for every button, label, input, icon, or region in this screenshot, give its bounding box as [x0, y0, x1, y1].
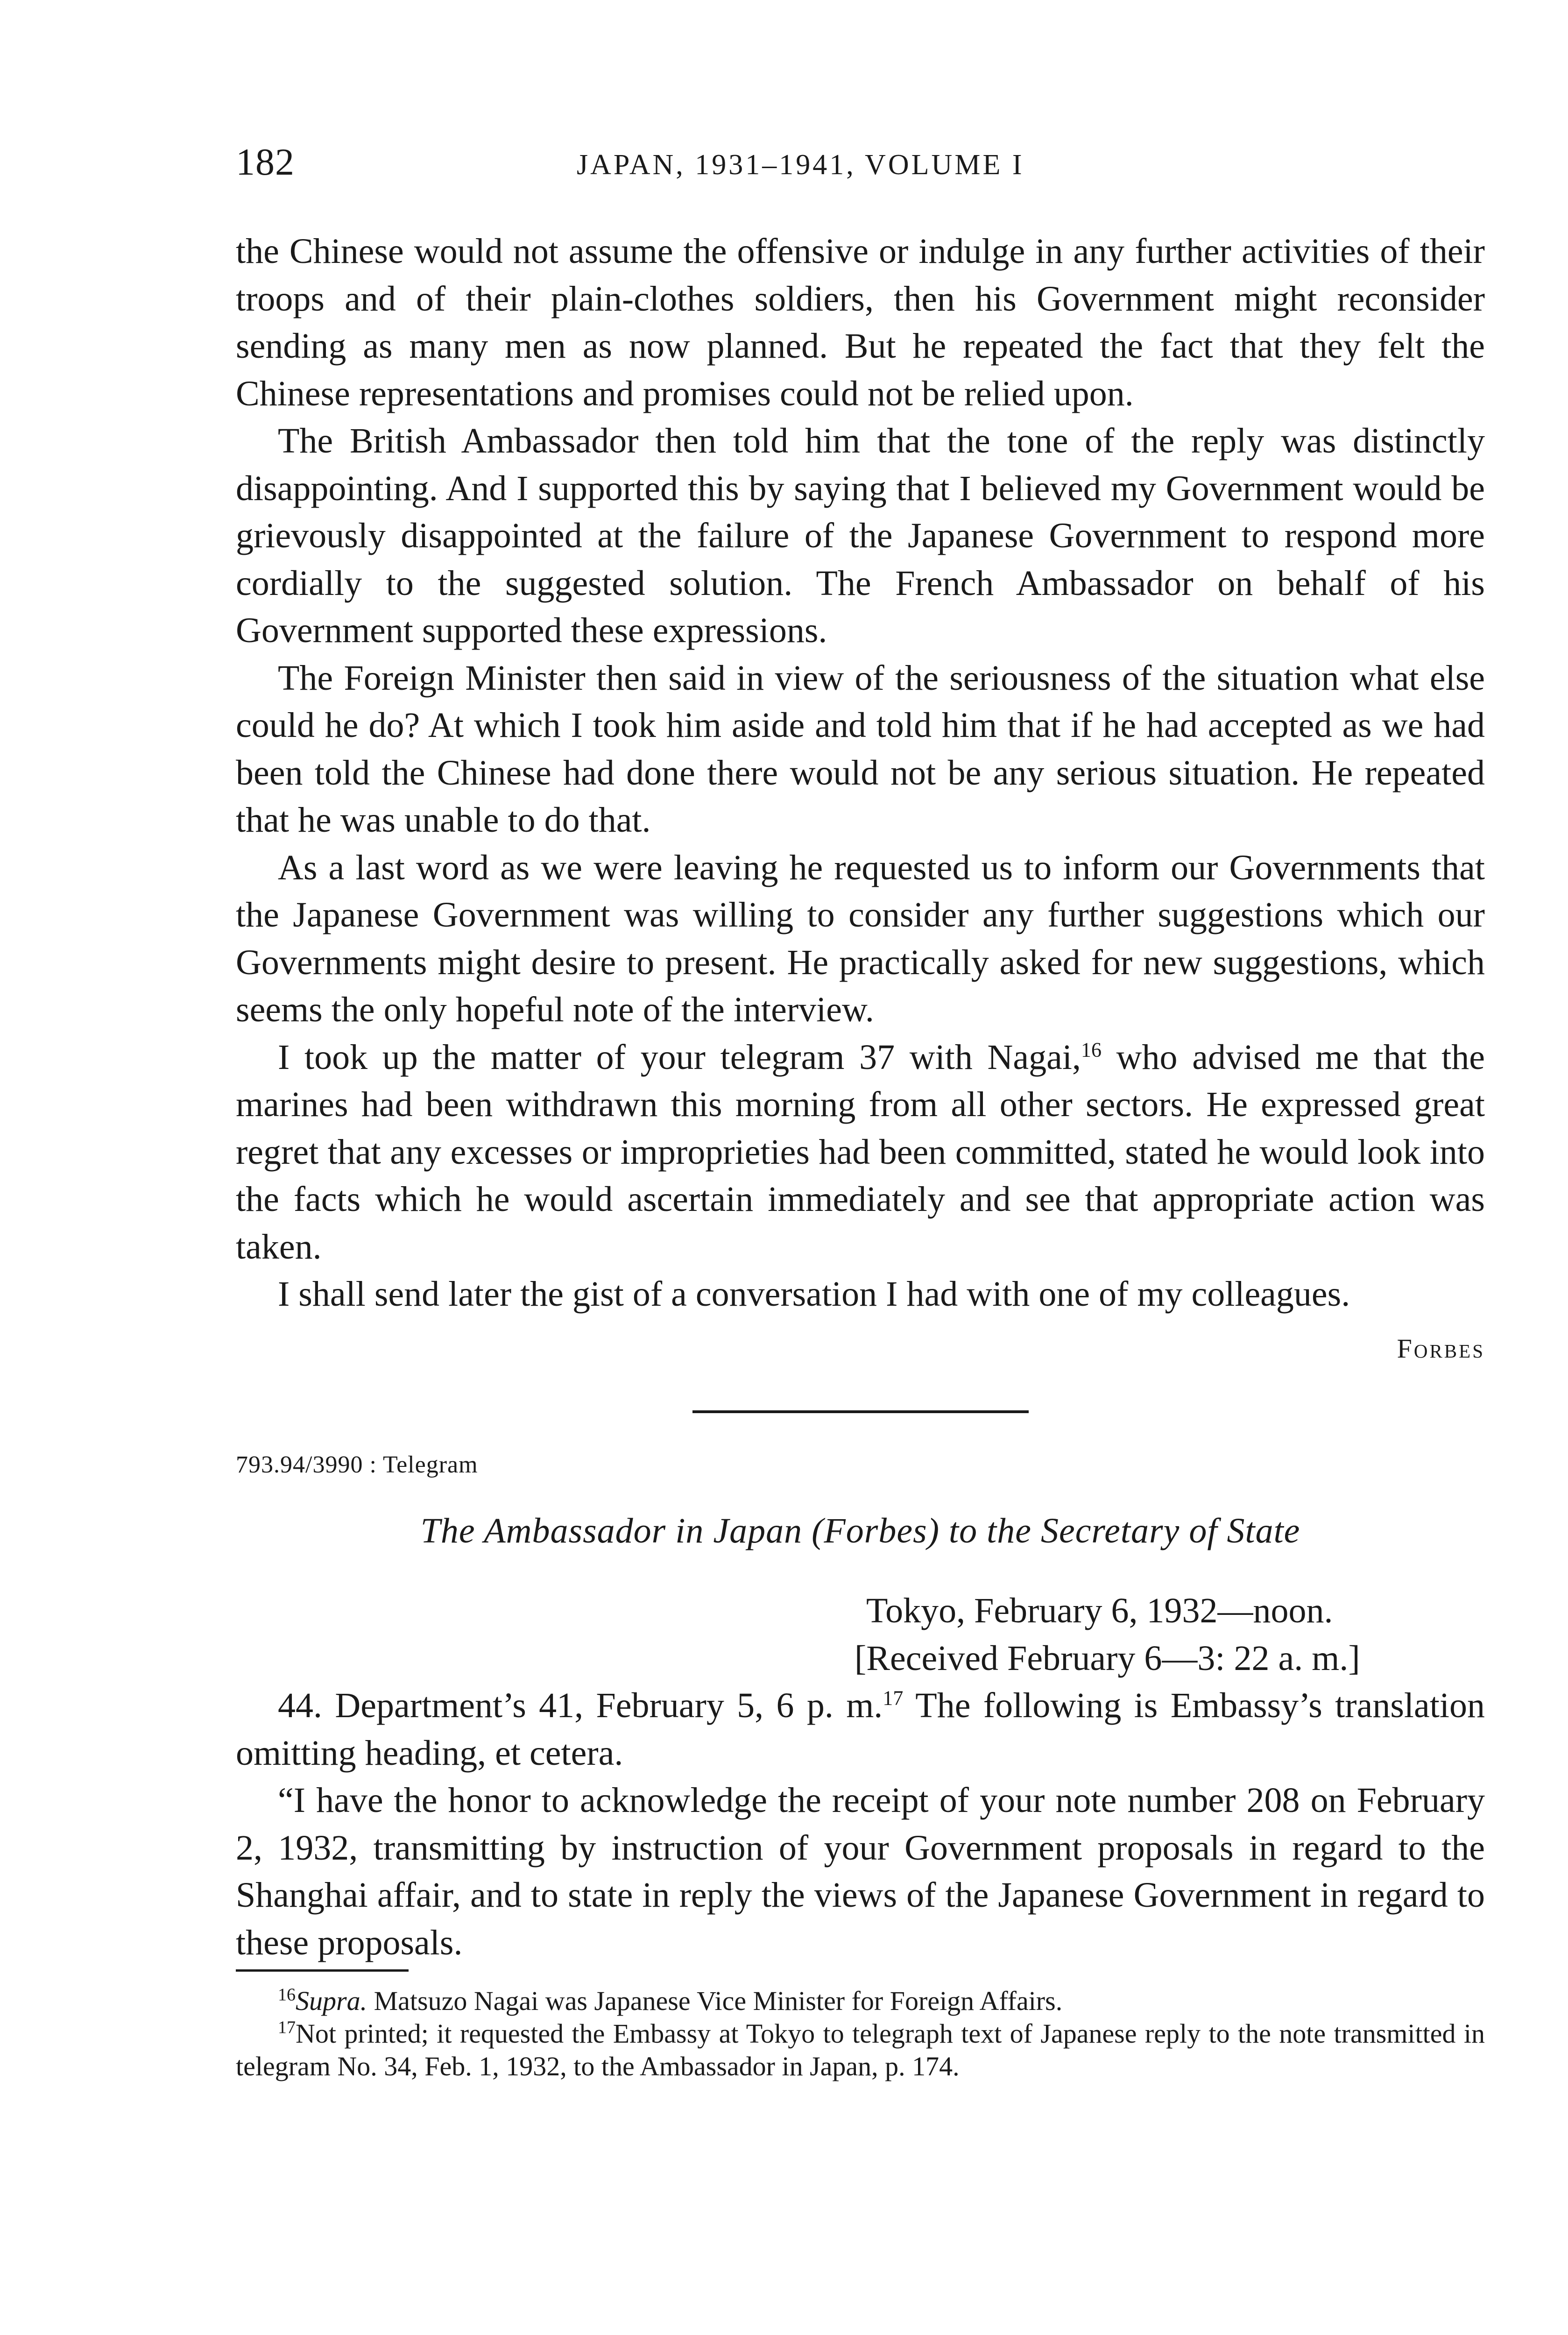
dateline-received: [Received February 6—3: 22 a. m.]: [855, 1638, 1360, 1678]
footnote-17: [236, 2017, 1485, 2083]
footnote-text: Matsuzo Nagai was Japanese Vice Minister for Foreign Affairs.: [367, 1986, 1063, 2016]
footnote-mark: 16: [278, 1985, 296, 2005]
paragraph-text: I took up the matter of your telegram 37 with Nagai,: [278, 1037, 1081, 1077]
footnote-divider: [236, 1969, 409, 1972]
page-number: 182: [236, 141, 295, 183]
paragraph-text: The following is Embassy’s translation omitting heading, et cetera.: [236, 1686, 1485, 1773]
dateline-place-date: Tokyo, February 6, 1932—noon.: [866, 1591, 1333, 1630]
footnote-reference: 16: [1081, 1038, 1102, 1061]
paragraph-text: who advised me that the marines had been withdrawn this morning from all other sectors. He expressed great regret that any excesses or improprieties had been committed, stated he would look into the facts which he would ascertain immediately and see that appropriate action was taken.: [236, 1037, 1485, 1267]
footnote-16: [236, 1985, 1485, 2017]
footnotes: [236, 1985, 1485, 2083]
file-reference: 793.94/3990 : Telegram: [236, 1451, 478, 1478]
page-body: [236, 228, 1485, 2083]
footnote-supra: Supra.: [296, 1986, 367, 2016]
paragraph: As a last word as we were leaving he requested us to inform our Governments that the Japanese Government was willing to consider any further suggestions which our Governments might desire to present. He practically asked for new suggestions, which seems the only hopeful note of the interview.: [236, 848, 1485, 1029]
dateline: [236, 1587, 1485, 1682]
paragraph-text: 44. Department’s 41, February 5, 6 p. m.: [278, 1686, 883, 1725]
signature: Forbes: [1397, 1333, 1485, 1364]
section-divider: [692, 1410, 1029, 1413]
document-title: The Ambassador in Japan (Forbes) to the Secretary of State: [420, 1511, 1300, 1550]
page-header: [236, 140, 1487, 191]
footnote-reference: 17: [883, 1686, 904, 1710]
running-head: JAPAN, 1931–1941, VOLUME I: [577, 149, 1024, 181]
paragraph: [236, 1682, 1485, 1777]
paragraph: The British Ambassador then told him that the tone of the reply was distinctly disappointing. And I supported this by saying that I believed my Government would be grievously disappointed at the failure of the Japanese Government to respond more cordially to the suggested solution. The French Ambassador on behalf of his Government supported these expressions.: [236, 421, 1485, 650]
footnote-mark: 17: [278, 2017, 296, 2038]
paragraph: The Foreign Minister then said in view of the seriousness of the situation what else could he do? At which I took him aside and told him that if he had accepted as we had been told the Chinese had done there would not be any serious situation. He repeated that he was unable to do that.: [236, 658, 1485, 840]
footnote-text: Not printed; it requested the Embassy at Tokyo to telegraph text of Japanese reply to the note transmitted in telegram No. 34, Feb. 1, 1932, to the Ambassador in Japan, p. 174.: [236, 2018, 1485, 2081]
quoted-note: “I have the honor to acknowledge the receipt of your note number 208 on February 2, 1932, transmitting by instruction of your Government proposals in regard to the Shanghai affair, and to state in reply the views of the Japanese Government in regard to these proposals.: [236, 1781, 1485, 1962]
paragraph: the Chinese would not assume the offensive or indulge in any further activities of their troops and of their plain-clothes soldiers, then his Government might reconsider sending as many men as now planned. But he repeated the fact that they felt the Chinese representations and promises could not be relied upon.: [236, 232, 1485, 413]
paragraph: [236, 1034, 1485, 1271]
paragraph: I shall send later the gist of a conversation I had with one of my colleagues.: [278, 1274, 1350, 1314]
